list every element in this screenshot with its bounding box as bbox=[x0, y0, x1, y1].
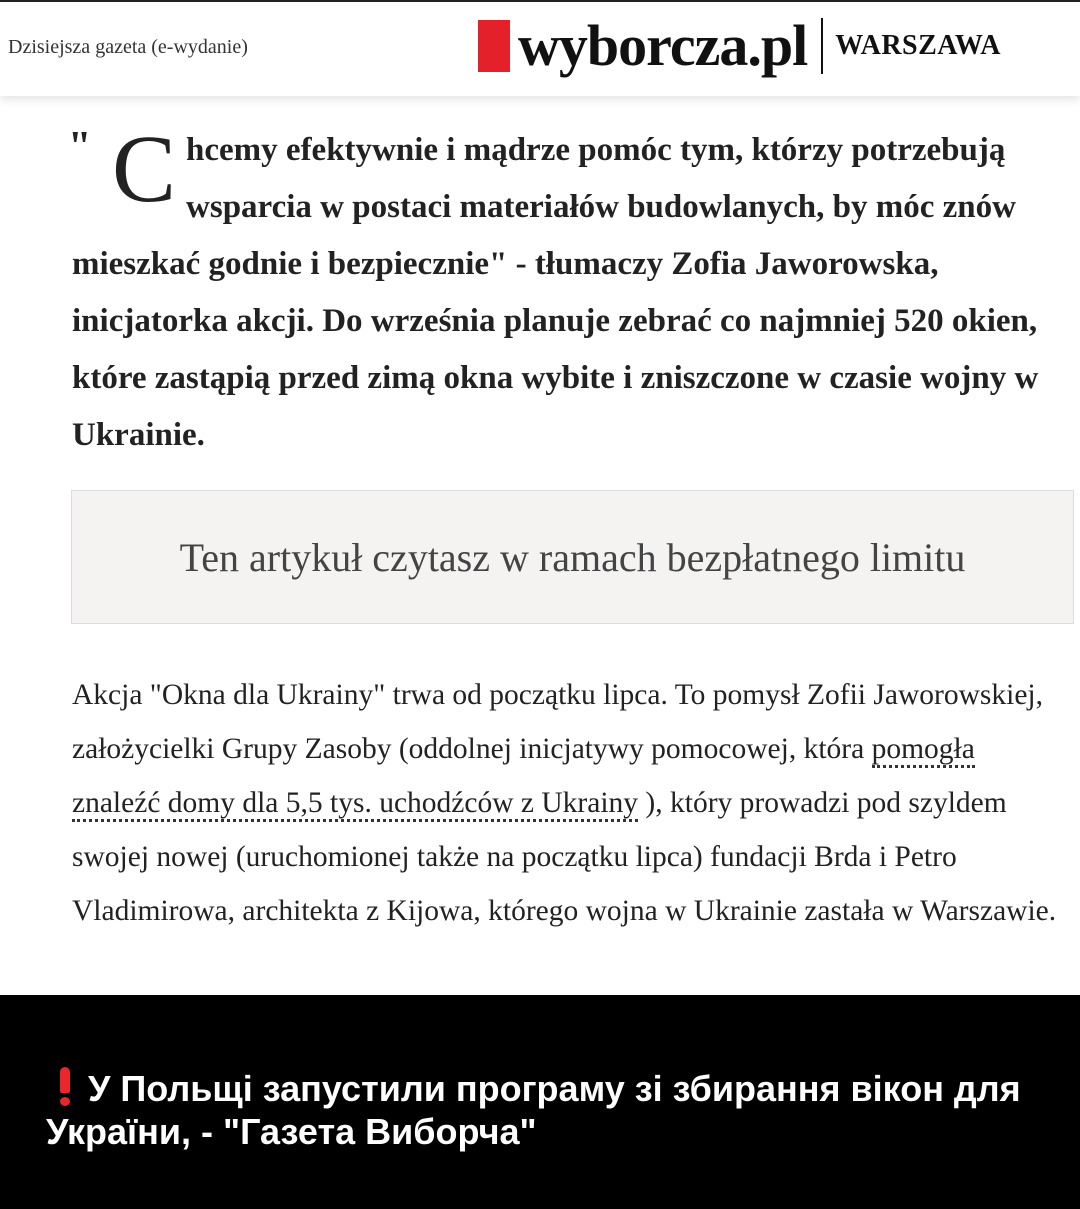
refugee-homes-article-link[interactable]: pomogła znaleźć domy dla 5,5 tys. uchodźców z Ukrainy bbox=[72, 733, 975, 822]
article-lead bbox=[68, 115, 1072, 464]
paywall-notice-text: Ten artykuł czytasz w ramach bezpłatnego limitu bbox=[179, 534, 966, 580]
body-text-part-1: Akcja "Okna dla Ukrainy" trwa od początku lipca. To pomysł Zofii Jaworowskiej, założycielki Grupy Zasoby (oddolnej inicjatywy pomocowej, która bbox=[72, 679, 1043, 765]
body-text-part-2: ), który prowadzi pod szyldem swojej nowej (uruchomionej także na początku lipca) fundacji Brda i Petro Vladimirowa, architekta z Kijowa, którego wojna w Ukrainie zastała w Warszawie. bbox=[72, 787, 1057, 927]
lead-text: hcemy efektywnie i mądrze pomóc tym, którzy potrzebują wsparcia w postaci materiałów budowlanych, by móc znów mieszkać godnie i bezpiecznie" - tłumaczy Zofia Jaworowska, inicjatorka akcji. Do września planuje zebrać co najmniej 520 okien, które zastąpią przed zimą okna wybite i zniszczone w czasie wojny w Ukrainie. bbox=[72, 132, 1039, 453]
e-edition-link[interactable]: Dzisiejsza gazeta (e-wydanie) bbox=[8, 36, 248, 58]
exclamation-icon bbox=[58, 1067, 72, 1105]
article-body-paragraph bbox=[72, 668, 1062, 938]
logo-divider bbox=[821, 18, 823, 74]
paywall-notice-box bbox=[71, 490, 1074, 624]
caption-text-block bbox=[46, 1067, 1046, 1153]
content-fade-overlay bbox=[0, 955, 1080, 995]
lead-quote-mark: " bbox=[68, 124, 92, 170]
site-logo[interactable] bbox=[478, 13, 1002, 78]
caption-text: У Польщі запустили програму зі збирання вікон для України, - "Газета Виборча" bbox=[46, 1068, 1021, 1152]
logo-wordmark: wyborcza.pl bbox=[518, 13, 808, 78]
site-header bbox=[0, 0, 1080, 96]
logo-red-mark bbox=[478, 20, 510, 72]
news-caption-banner bbox=[0, 995, 1080, 1209]
lead-dropcap: C bbox=[112, 115, 177, 222]
logo-city-label: WARSZAWA bbox=[835, 30, 1002, 61]
